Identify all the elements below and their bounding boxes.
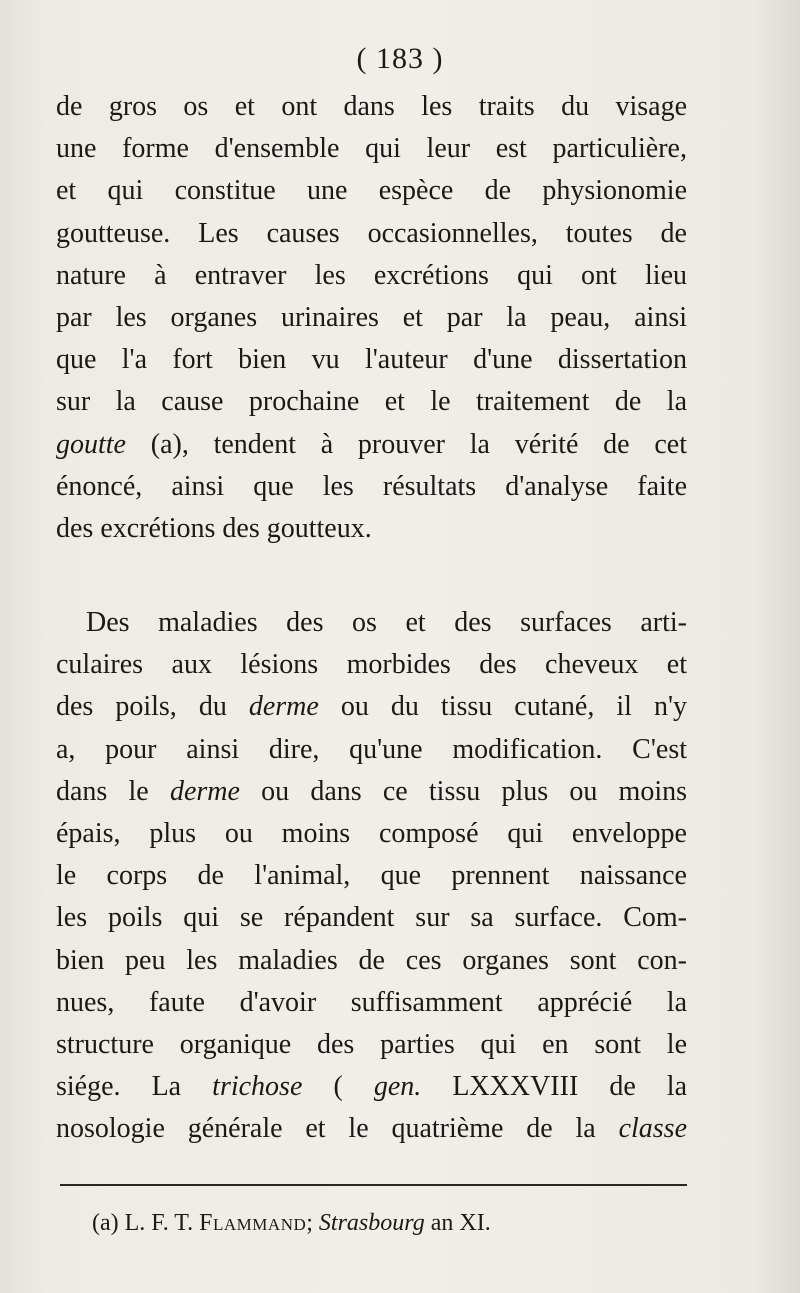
footnote [92, 1210, 491, 1237]
text-line: le corps de l'animal, que prennent naissance [56, 860, 687, 892]
text-line [56, 771, 687, 813]
text-line: Des maladies des os et des surfaces arti- [86, 607, 687, 638]
text-line: de gros os et ont dans les traits du visage [56, 91, 687, 122]
footnote-year: an XI. [430, 1210, 491, 1236]
text-line: bien peu les maladies de ces organes sont con- [56, 944, 687, 976]
text-line: culaires aux lésions morbides des cheveux et [56, 649, 687, 681]
italic-term: trichose [212, 1071, 303, 1103]
italic-term: goutte [56, 428, 126, 460]
text-fragment: LXXXVIII de la [421, 1071, 688, 1103]
italic-term: classe [618, 1113, 687, 1145]
text-fragment: ou du tissu cutané, il n'y [318, 691, 687, 723]
text-fragment: siége. La [56, 1071, 213, 1103]
text-line [56, 1108, 687, 1150]
footnote-initials: L. F. T. [124, 1210, 194, 1236]
text-line: une forme d'ensemble qui leur est particulière, [56, 133, 687, 165]
text-line: sur la cause prochaine et le traitement de la [56, 386, 687, 418]
italic-term: gen. [373, 1071, 422, 1103]
text-fragment: dans le [56, 775, 170, 807]
text-line: goutteuse. Les causes occasionnelles, toutes de [56, 217, 687, 249]
text-line: et qui constitue une espèce de physionomie [56, 175, 687, 207]
footnote-author: Flammand [199, 1210, 307, 1236]
footnote-place: Strasbourg [318, 1210, 425, 1236]
text-fragment: ( [302, 1071, 374, 1103]
footnote-separator: ; [306, 1210, 313, 1236]
text-line: les poils qui se répandent sur sa surface. Com- [56, 902, 687, 934]
text-fragment: (a), tendent à prouver la vérité de cet [126, 428, 687, 460]
footnote-marker: (a) [92, 1210, 119, 1236]
text-fragment: nosologie générale et le quatrième de la [56, 1113, 619, 1145]
text-fragment: ou dans ce tissu plus ou moins [239, 775, 687, 807]
text-line: que l'a fort bien vu l'auteur d'une dissertation [56, 344, 687, 376]
text-line: énoncé, ainsi que les résultats d'analyse faite [56, 470, 687, 502]
text-line [56, 1066, 687, 1108]
text-line: épais, plus ou moins composé qui enveloppe [56, 817, 687, 849]
text-line: des excrétions des goutteux. [56, 512, 372, 544]
text-line [56, 424, 687, 466]
footnote-rule [60, 1184, 687, 1186]
text-line: structure organique des parties qui en sont le [56, 1028, 687, 1060]
text-line: a, pour ainsi dire, qu'une modification. C'est [56, 733, 687, 765]
italic-term: derme [169, 775, 240, 807]
text-fragment: des poils, du [56, 691, 249, 723]
text-line: par les organes urinaires et par la peau, ainsi [56, 301, 687, 333]
paragraph-2 [56, 602, 687, 1150]
text-line [56, 686, 687, 728]
text-line: nues, faute d'avoir suffisamment apprécié la [56, 986, 687, 1018]
italic-term: derme [248, 691, 319, 723]
paragraph-1 [56, 86, 687, 550]
page-number: ( 183 ) [356, 42, 444, 75]
text-line: nature à entraver les excrétions qui ont lieu [56, 259, 687, 291]
